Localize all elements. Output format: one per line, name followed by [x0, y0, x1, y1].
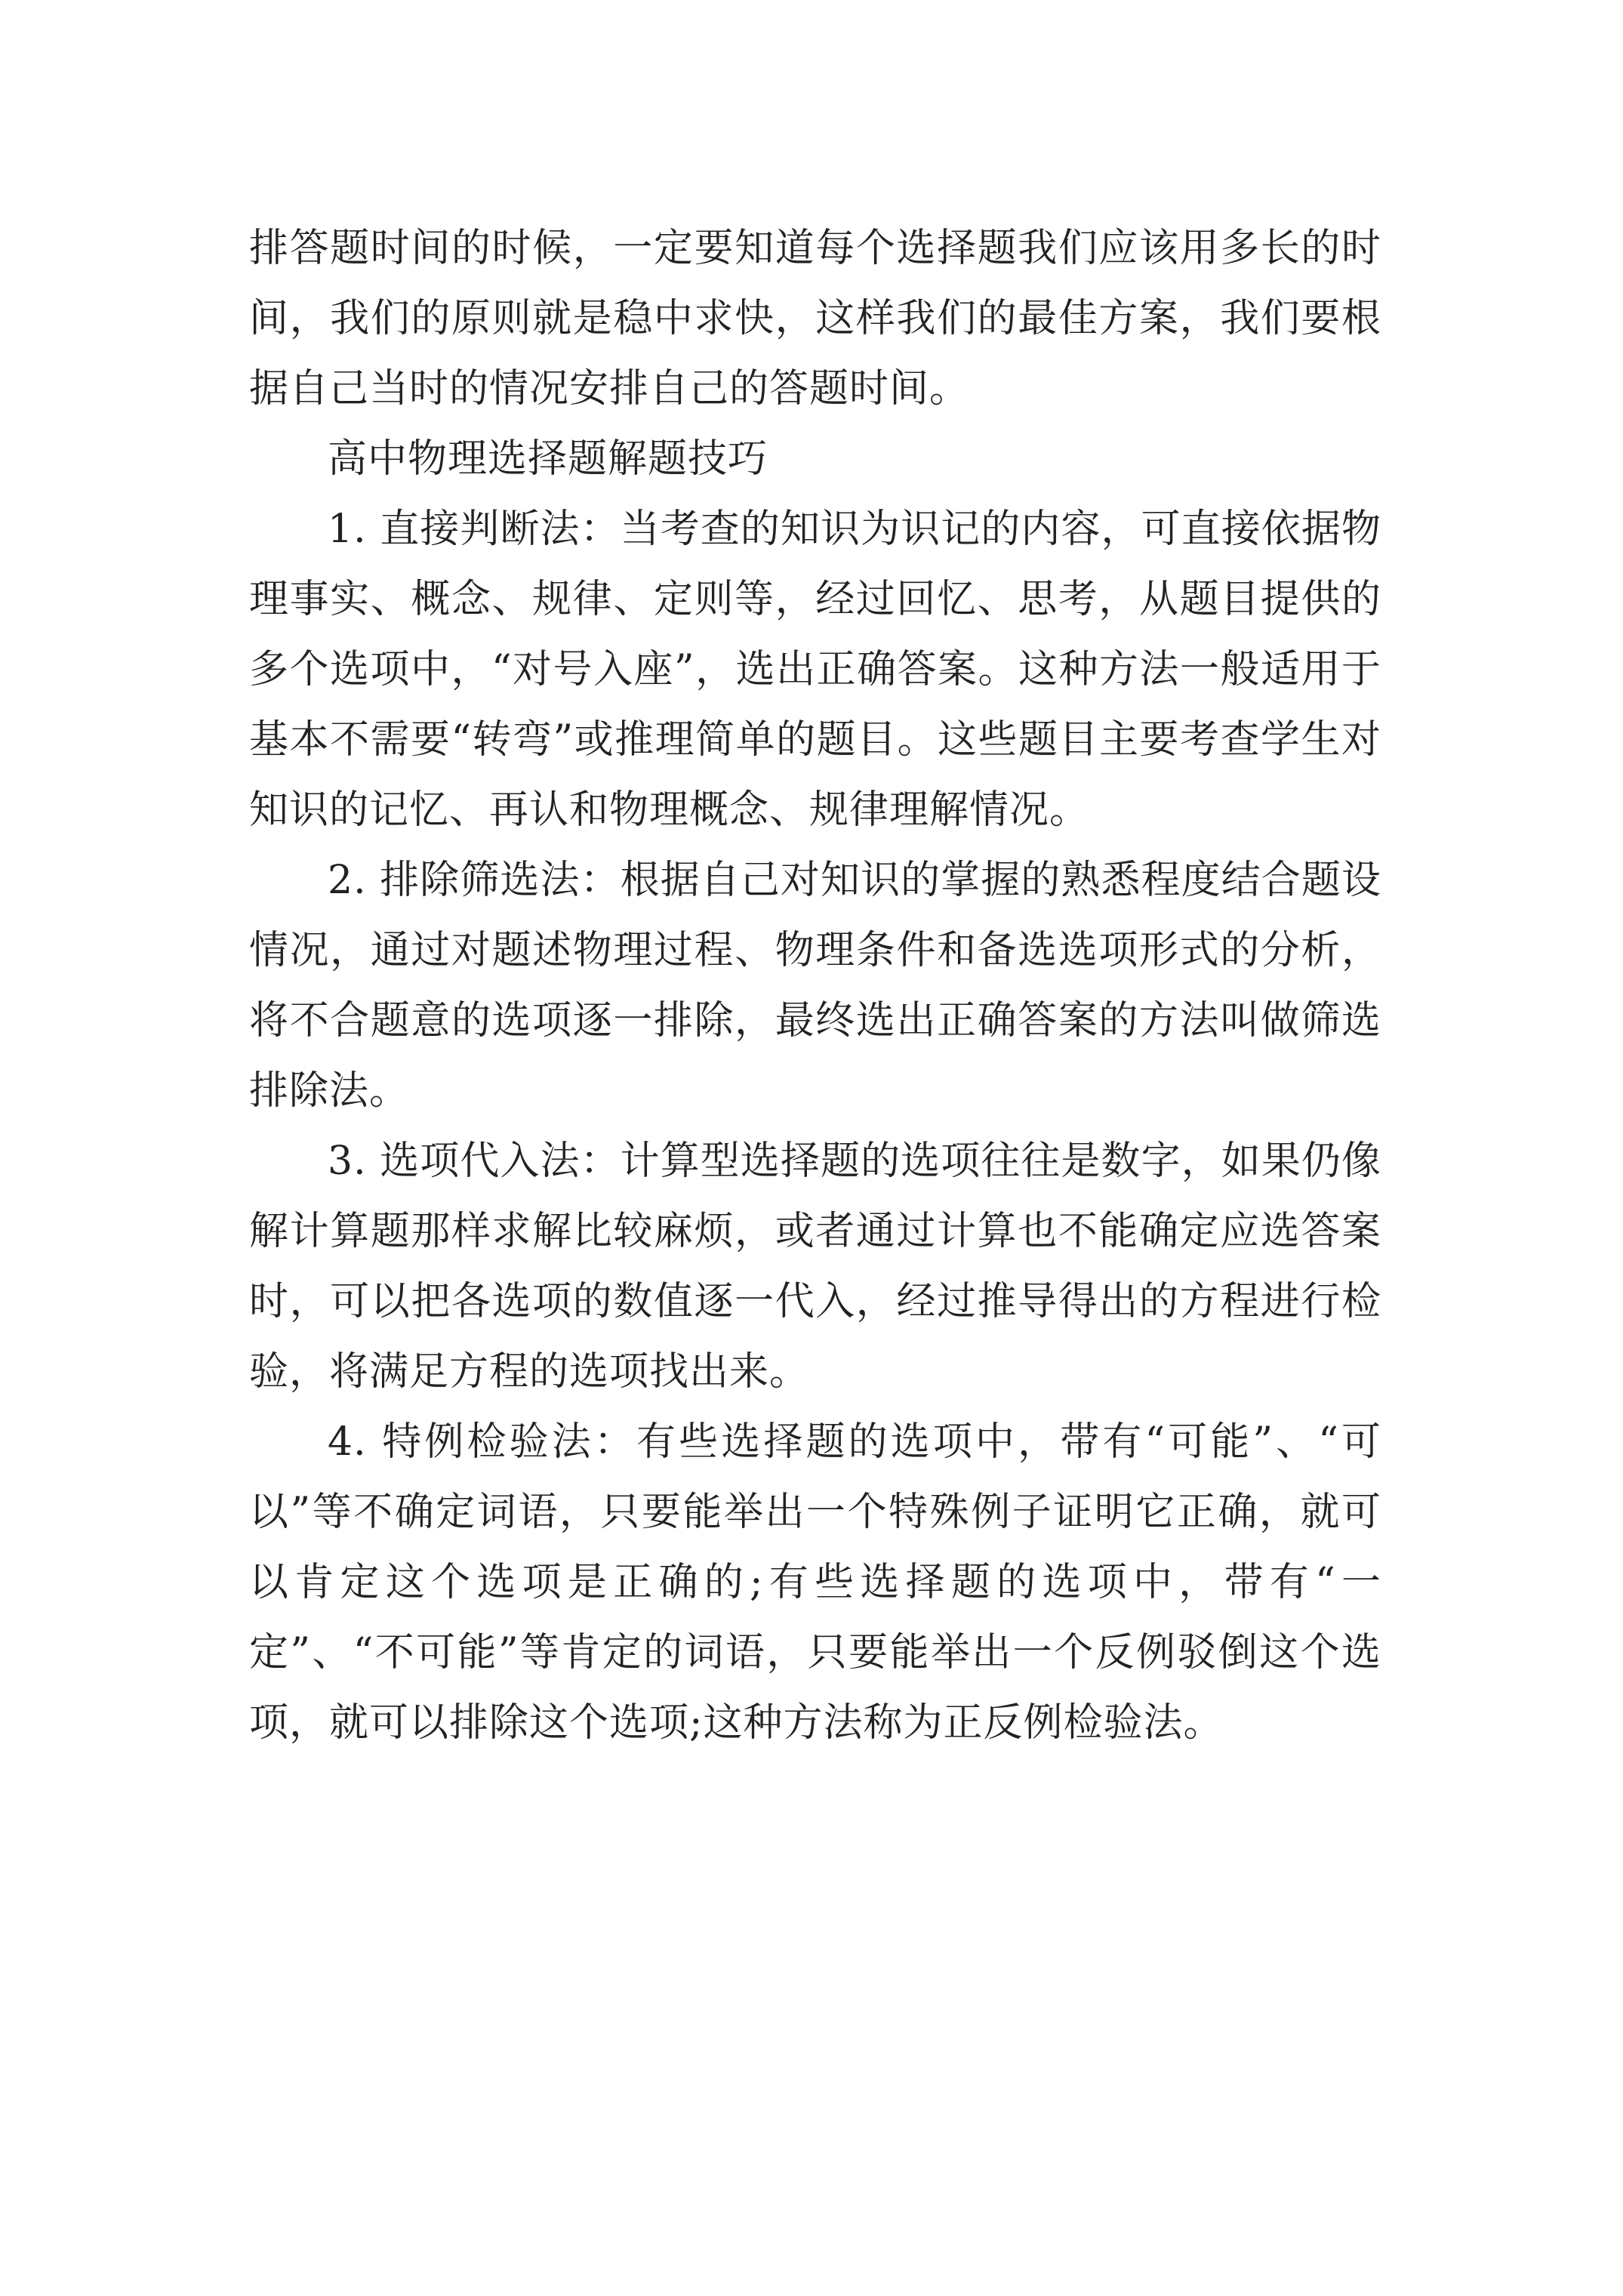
paragraph-substitution: 3. 选项代入法：计算型选择题的选项往往是数字，如果仍像解计算题那样求解比较麻烦，或者通过计算也不能确定应选答案时，可以把各选项的数值逐一代入，经过推导得出的方程进行检验，将满足方程的选项找出来。 — [249, 1139, 1381, 1395]
paragraph-elimination: 2. 排除筛选法：根据自己对知识的掌握的熟悉程度结合题设情况，通过对题述物理过程、物理条件和备选选项形式的分析，将不合题意的选项逐一排除，最终选出正确答案的方法叫做筛选排除法。 — [249, 858, 1381, 1114]
body-text — [249, 214, 1381, 1758]
section-heading: 高中物理选择题解题技巧 — [328, 436, 768, 482]
paragraph-continuation: 排答题时间的时候，一定要知道每个选择题我们应该用多长的时间，我们的原则就是稳中求快，这样我们的最佳方案，我们要根据自己当时的情况安排自己的答题时间。 — [249, 226, 1381, 411]
paragraph-direct-judgment: 1. 直接判断法：当考查的知识为识记的内容，可直接依据物理事实、概念、规律、定则等，经过回忆、思考，从题目提供的多个选项中，“对号入座”，选出正确答案。这种方法一般适用于基本不需要“转弯”或推理简单的题目。这些题目主要考查学生对知识的记忆、再认和物理概念、规律理解情况。 — [249, 507, 1381, 833]
paragraph-special-case: 4. 特例检验法：有些选择题的选项中，带有“可能”、“可以”等不确定词语，只要能举出一个特殊例子证明它正确，就可以肯定这个选项是正确的;有些选择题的选项中，带有“一定”、“不可能”等肯定的词语，只要能举出一个反例驳倒这个选项，就可以排除这个选项;这种方法称为正反例检验法。 — [249, 1419, 1381, 1746]
